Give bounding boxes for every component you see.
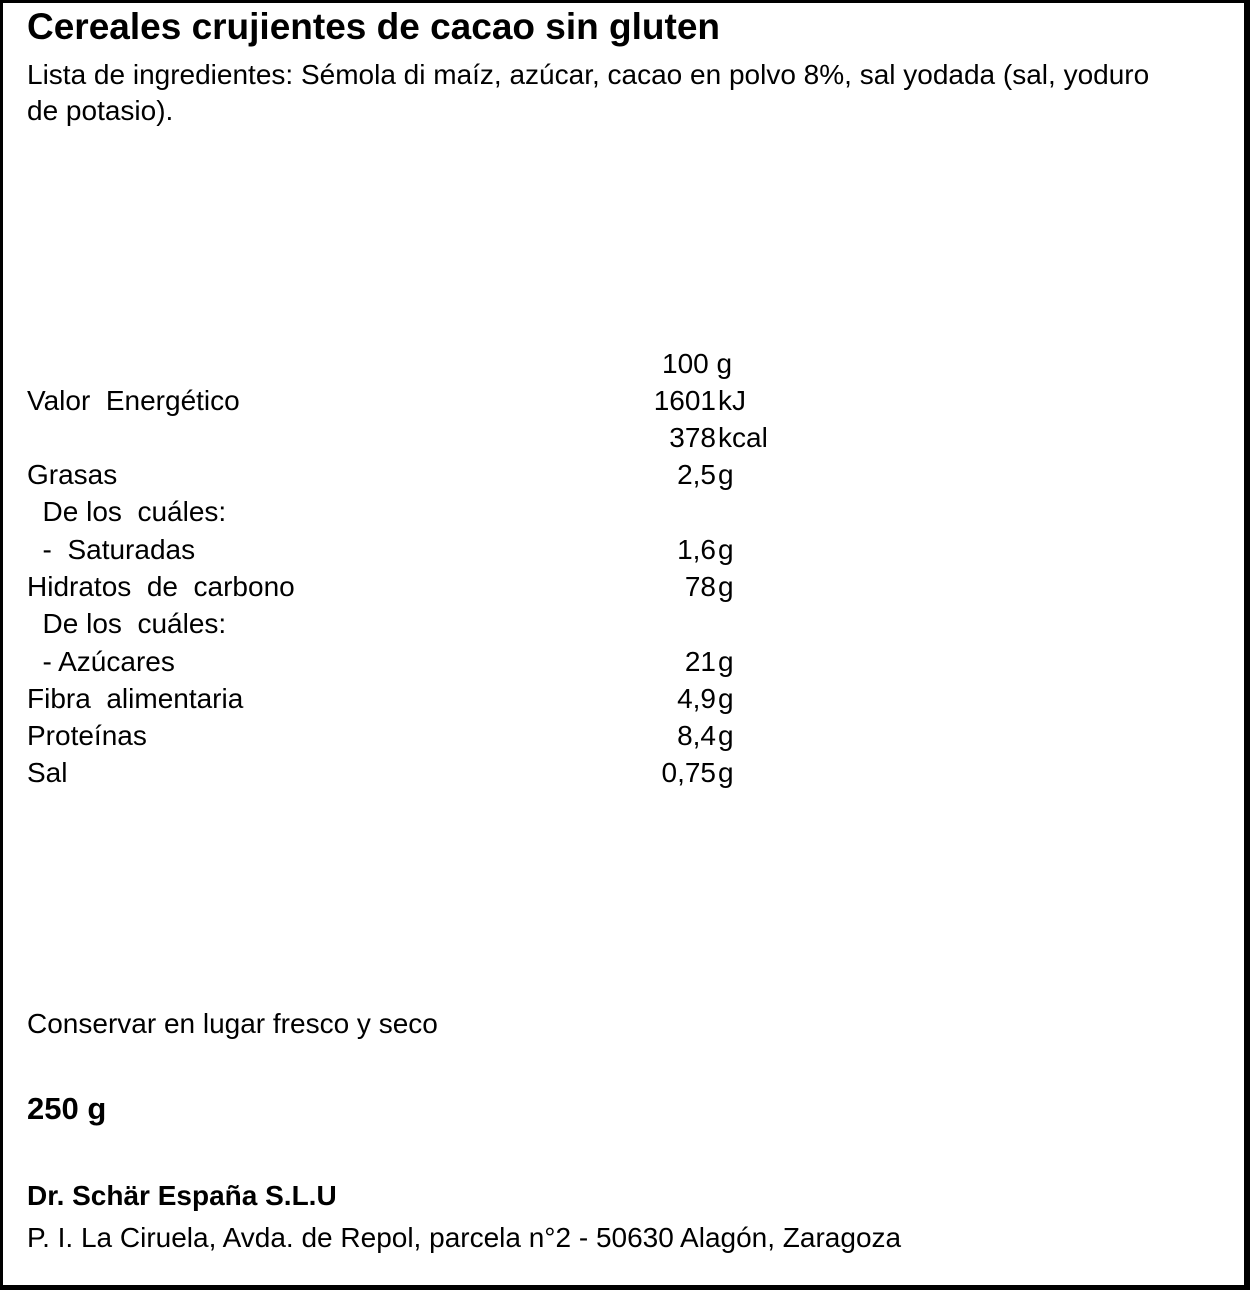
nutrition-row-fat-subheading — [3, 493, 1244, 530]
nutrition-label: - Azúcares — [27, 646, 175, 677]
nutrition-row-carbohydrates — [3, 568, 1244, 605]
nutrition-unit: g — [718, 534, 734, 565]
ingredients-list: Lista de ingredientes: Sémola di maíz, azúcar, cacao en polvo 8%, sal yodada (sal, yoduro de potasio). — [27, 59, 1150, 126]
nutrition-label: - Saturadas — [27, 534, 196, 565]
nutrition-row-salt — [3, 754, 1244, 791]
nutrition-row-energy-kj — [3, 382, 1244, 419]
nutrition-header-row — [3, 345, 1244, 382]
nutrition-value: 78 — [684, 571, 716, 602]
nutrition-label: Valor Energético — [27, 385, 240, 416]
nutrition-label: De los cuáles: — [27, 608, 227, 639]
nutrition-label: Proteínas — [27, 720, 147, 751]
company-address: P. I. La Ciruela, Avda. de Repol, parcela n°2 - 50630 Alagón, Zaragoza — [27, 1222, 902, 1253]
nutrition-row-fiber — [3, 680, 1244, 717]
product-label-sheet — [3, 3, 1244, 1285]
nutrition-value: 0,75 — [661, 757, 716, 788]
nutrition-label: Grasas — [27, 459, 118, 490]
nutrition-value: 8,4 — [677, 720, 716, 751]
nutrition-unit: g — [718, 646, 734, 677]
company-name: Dr. Schär España S.L.U — [27, 1180, 337, 1211]
nutrition-unit: g — [718, 571, 734, 602]
nutrition-unit: g — [718, 720, 734, 751]
net-weight: 250 g — [27, 1091, 107, 1126]
nutrition-label: Fibra alimentaria — [27, 683, 244, 714]
nutrition-row-protein — [3, 717, 1244, 754]
nutrition-label: Sal — [27, 757, 68, 788]
nutrition-unit: g — [718, 757, 734, 788]
nutrition-value: 2,5 — [677, 459, 716, 490]
nutrition-row-energy-kcal — [3, 419, 1244, 456]
nutrition-label: De los cuáles: — [27, 496, 227, 527]
nutrition-row-saturated — [3, 531, 1244, 568]
nutrition-value: 4,9 — [677, 683, 716, 714]
nutrition-label: Hidratos de carbono — [27, 571, 295, 602]
nutrition-unit: g — [718, 459, 734, 490]
nutrition-unit: g — [718, 683, 734, 714]
nutrition-row-sugars — [3, 643, 1244, 680]
nutrition-value: 21 — [684, 646, 716, 677]
product-title: Cereales crujientes de cacao sin gluten — [27, 6, 721, 47]
nutrition-unit: kcal — [718, 422, 768, 453]
nutrition-header-per-100g: 100 g — [662, 348, 733, 379]
nutrition-value: 378 — [669, 422, 716, 453]
nutrition-value: 1,6 — [677, 534, 716, 565]
storage-instructions: Conservar en lugar fresco y seco — [27, 1008, 438, 1039]
nutrition-row-fat — [3, 456, 1244, 493]
nutrition-row-carb-subheading — [3, 605, 1244, 642]
nutrition-unit: kJ — [718, 385, 746, 416]
nutrition-value: 1601 — [653, 385, 716, 416]
